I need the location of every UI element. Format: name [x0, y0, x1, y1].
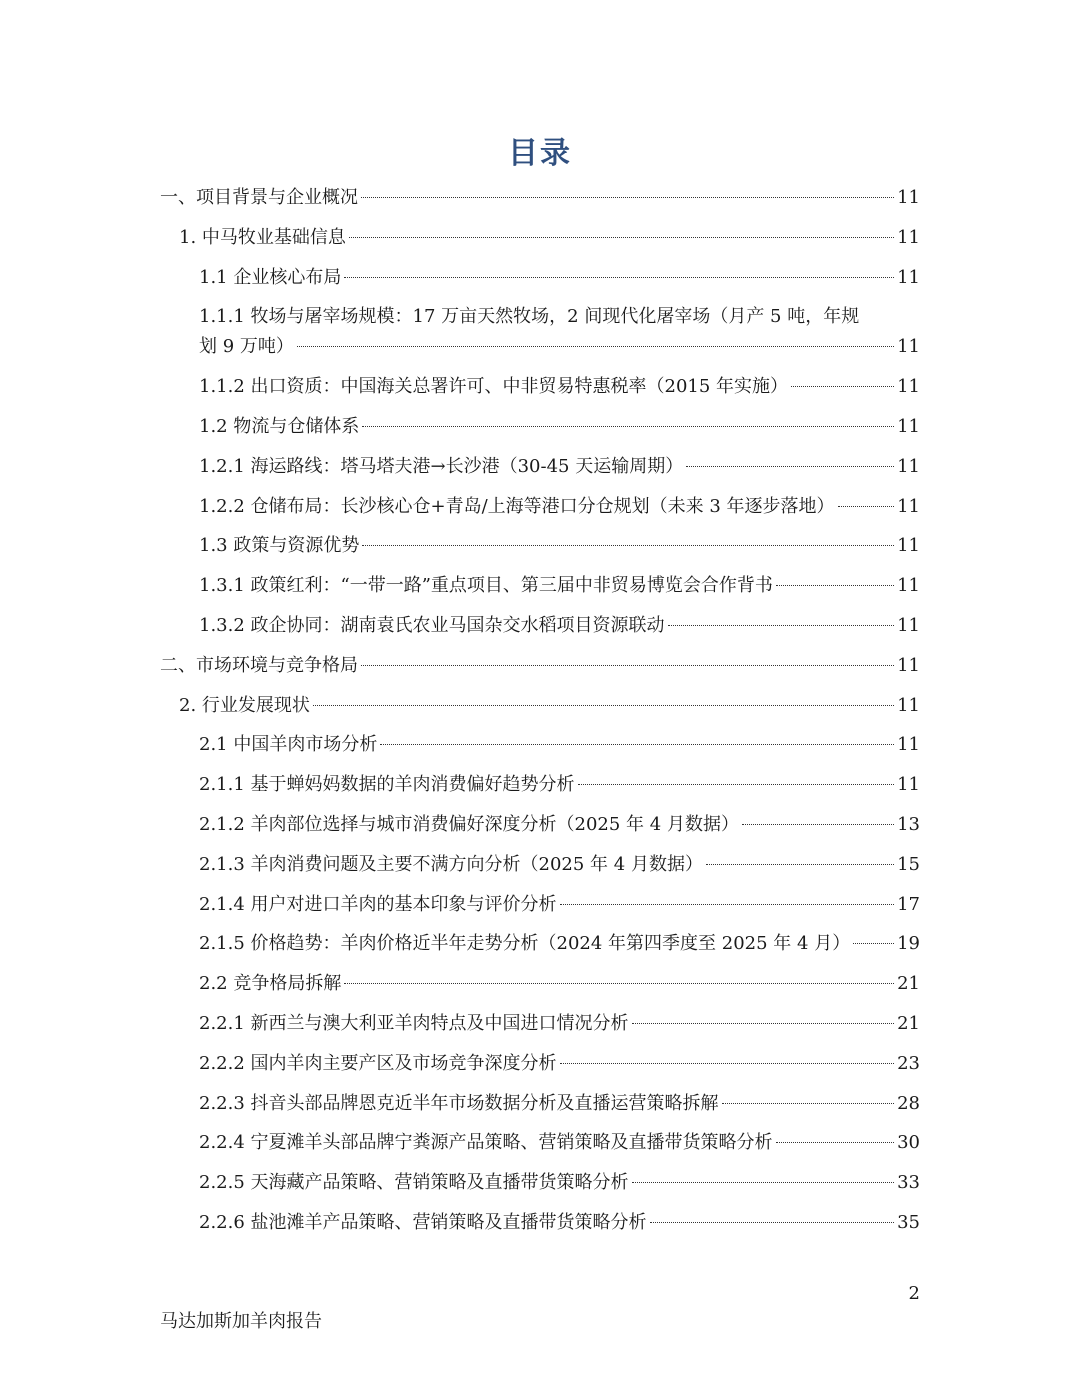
toc-entry-text-line1: 1.1.1 牧场与屠宰场规模：17 万亩天然牧场，2 间现代化屠宰场（月产 5 吨，年规 — [199, 306, 860, 328]
toc-page-number: 11 — [897, 455, 920, 477]
toc-page-number: 11 — [897, 535, 920, 557]
toc-page-number: 15 — [897, 853, 920, 875]
toc-entry-text: 1.3.2 政企协同：湖南袁氏农业马国杂交水稻项目资源联动 — [199, 614, 665, 636]
toc-entry[interactable] — [199, 1089, 1080, 1119]
toc-dot-leader — [706, 864, 894, 865]
toc-entry-text: 2.2.2 国内羊肉主要产区及市场竞争深度分析 — [199, 1052, 557, 1074]
toc-entry[interactable] — [160, 183, 1080, 213]
toc-entry-text: 1.2.1 海运路线：塔马塔夫港→长沙港（30-45 天运输周期） — [199, 455, 684, 477]
toc-entry[interactable] — [199, 850, 1080, 880]
toc-page-number: 28 — [897, 1092, 920, 1114]
toc-dot-leader — [742, 824, 894, 825]
toc-entry-text: 一、项目背景与企业概况 — [160, 187, 358, 208]
toc-entry[interactable] — [199, 372, 1080, 402]
toc-dot-leader — [349, 237, 894, 238]
toc-entry-text: 2.1.1 基于蝉妈妈数据的羊肉消费偏好趋势分析 — [199, 774, 575, 796]
toc-entry-text: 划 9 万吨） — [199, 336, 294, 358]
toc-page-number: 11 — [897, 226, 920, 248]
toc-entry[interactable] — [199, 1009, 1080, 1039]
toc-dot-leader — [297, 346, 894, 347]
toc-dot-leader — [722, 1103, 895, 1104]
toc-dot-leader — [362, 426, 894, 427]
toc-page-number: 11 — [897, 415, 920, 437]
toc-dot-leader — [686, 466, 894, 467]
toc-entry-text: 2.2.5 天海藏产品策略、营销策略及直播带货策略分析 — [199, 1172, 629, 1194]
toc-page-number: 11 — [897, 614, 920, 636]
toc-page-number: 11 — [897, 187, 920, 208]
toc-entry-text: 2. 行业发展现状 — [179, 694, 310, 716]
toc-page-number: 21 — [897, 1012, 920, 1034]
toc-entry[interactable] — [199, 452, 1080, 482]
toc-dot-leader — [776, 585, 894, 586]
toc-page-number: 11 — [897, 376, 920, 398]
footer-report-title: 马达加斯加羊肉报告 — [160, 1311, 322, 1332]
toc-entry[interactable] — [199, 531, 1080, 561]
toc-dot-leader — [313, 705, 894, 706]
toc-dot-leader — [560, 904, 895, 905]
toc-entry[interactable] — [199, 302, 1080, 362]
toc-entry-text: 1.3.1 政策红利：“一带一路”重点项目、第三届中非贸易博览会合作背书 — [199, 575, 773, 597]
toc-entry[interactable] — [199, 1128, 1080, 1158]
toc-dot-leader — [380, 744, 894, 745]
toc-page-number: 17 — [897, 893, 920, 915]
toc-page-number: 35 — [897, 1211, 920, 1233]
toc-page-number: 11 — [897, 694, 920, 716]
toc-dot-leader — [344, 983, 894, 984]
toc-dot-leader — [632, 1023, 895, 1024]
toc-page-number: 11 — [897, 575, 920, 597]
toc-entry-text: 2.2.6 盐池滩羊产品策略、营销策略及直播带货策略分析 — [199, 1211, 647, 1233]
page-title: 目录 — [508, 136, 572, 171]
table-of-contents — [0, 183, 1080, 1248]
toc-entry[interactable] — [199, 810, 1080, 840]
toc-entry[interactable] — [199, 969, 1080, 999]
toc-entry-text: 二、市场环境与竞争格局 — [160, 654, 358, 676]
toc-entry[interactable] — [199, 492, 1080, 522]
toc-page-number: 19 — [897, 933, 920, 955]
toc-entry[interactable] — [199, 929, 1080, 959]
toc-entry-text: 1. 中马牧业基础信息 — [179, 226, 346, 248]
toc-entry-text: 2.2 竞争格局拆解 — [199, 973, 342, 995]
toc-dot-leader — [776, 1142, 895, 1143]
toc-dot-leader — [838, 506, 895, 507]
toc-entry-text: 1.3 政策与资源优势 — [199, 535, 360, 557]
toc-page-number: 30 — [897, 1132, 920, 1154]
toc-entry[interactable] — [199, 1168, 1080, 1198]
toc-page-number: 21 — [897, 973, 920, 995]
toc-entry-text: 2.1.2 羊肉部位选择与城市消费偏好深度分析（2025 年 4 月数据） — [199, 813, 739, 835]
toc-dot-leader — [632, 1182, 895, 1183]
toc-entry[interactable] — [199, 412, 1080, 442]
toc-entry-text: 2.1.3 羊肉消费问题及主要不满方向分析（2025 年 4 月数据） — [199, 853, 703, 875]
toc-entry[interactable] — [179, 223, 1080, 253]
toc-entry-text: 2.2.3 抖音头部品牌恩克近半年市场数据分析及直播运营策略拆解 — [199, 1092, 719, 1114]
toc-page-number: 11 — [897, 774, 920, 796]
toc-dot-leader — [560, 1063, 895, 1064]
toc-entry-text: 1.1.2 出口资质：中国海关总署许可、中非贸易特惠税率（2015 年实施） — [199, 376, 789, 398]
toc-dot-leader — [578, 784, 895, 785]
page-number: 2 — [908, 1283, 920, 1304]
toc-dot-leader — [853, 943, 894, 944]
toc-dot-leader — [344, 277, 894, 278]
toc-entry-text: 2.1.5 价格趋势：羊肉价格近半年走势分析（2024 年第四季度至 2025 年 4 月） — [199, 933, 851, 955]
toc-page-number: 11 — [897, 734, 920, 756]
toc-dot-leader — [362, 545, 894, 546]
toc-page-number: 11 — [897, 495, 920, 517]
toc-entry-text: 1.1 企业核心布局 — [199, 266, 342, 288]
toc-entry[interactable] — [199, 770, 1080, 800]
toc-entry[interactable] — [199, 890, 1080, 920]
toc-dot-leader — [361, 197, 894, 198]
toc-entry[interactable] — [199, 730, 1080, 760]
toc-page-number: 11 — [897, 336, 920, 358]
toc-entry[interactable] — [179, 691, 1080, 721]
toc-entry[interactable] — [199, 571, 1080, 601]
toc-dot-leader — [791, 386, 894, 387]
toc-dot-leader — [650, 1222, 895, 1223]
toc-entry-text: 1.2.2 仓储布局：长沙核心仓+青岛/上海等港口分仓规划（未来 3 年逐步落地） — [199, 495, 835, 517]
toc-page-number: 13 — [897, 813, 920, 835]
toc-entry-text: 2.1.4 用户对进口羊肉的基本印象与评价分析 — [199, 893, 557, 915]
toc-entry-text: 2.1 中国羊肉市场分析 — [199, 734, 378, 756]
toc-entry[interactable] — [199, 1049, 1080, 1079]
toc-entry-text: 2.2.4 宁夏滩羊头部品牌宁粪源产品策略、营销策略及直播带货策略分析 — [199, 1132, 773, 1154]
toc-page-number: 11 — [897, 654, 920, 676]
toc-page-number: 11 — [897, 266, 920, 288]
toc-page-number: 33 — [897, 1172, 920, 1194]
toc-entry[interactable] — [199, 1208, 1080, 1238]
toc-entry[interactable] — [199, 263, 1080, 293]
toc-entry-text: 1.2 物流与仓储体系 — [199, 415, 360, 437]
toc-page-number: 23 — [897, 1052, 920, 1074]
toc-entry[interactable] — [160, 651, 1080, 681]
toc-entry[interactable] — [199, 611, 1080, 641]
toc-dot-leader — [361, 665, 894, 666]
toc-dot-leader — [668, 625, 895, 626]
toc-entry-text: 2.2.1 新西兰与澳大利亚羊肉特点及中国进口情况分析 — [199, 1012, 629, 1034]
